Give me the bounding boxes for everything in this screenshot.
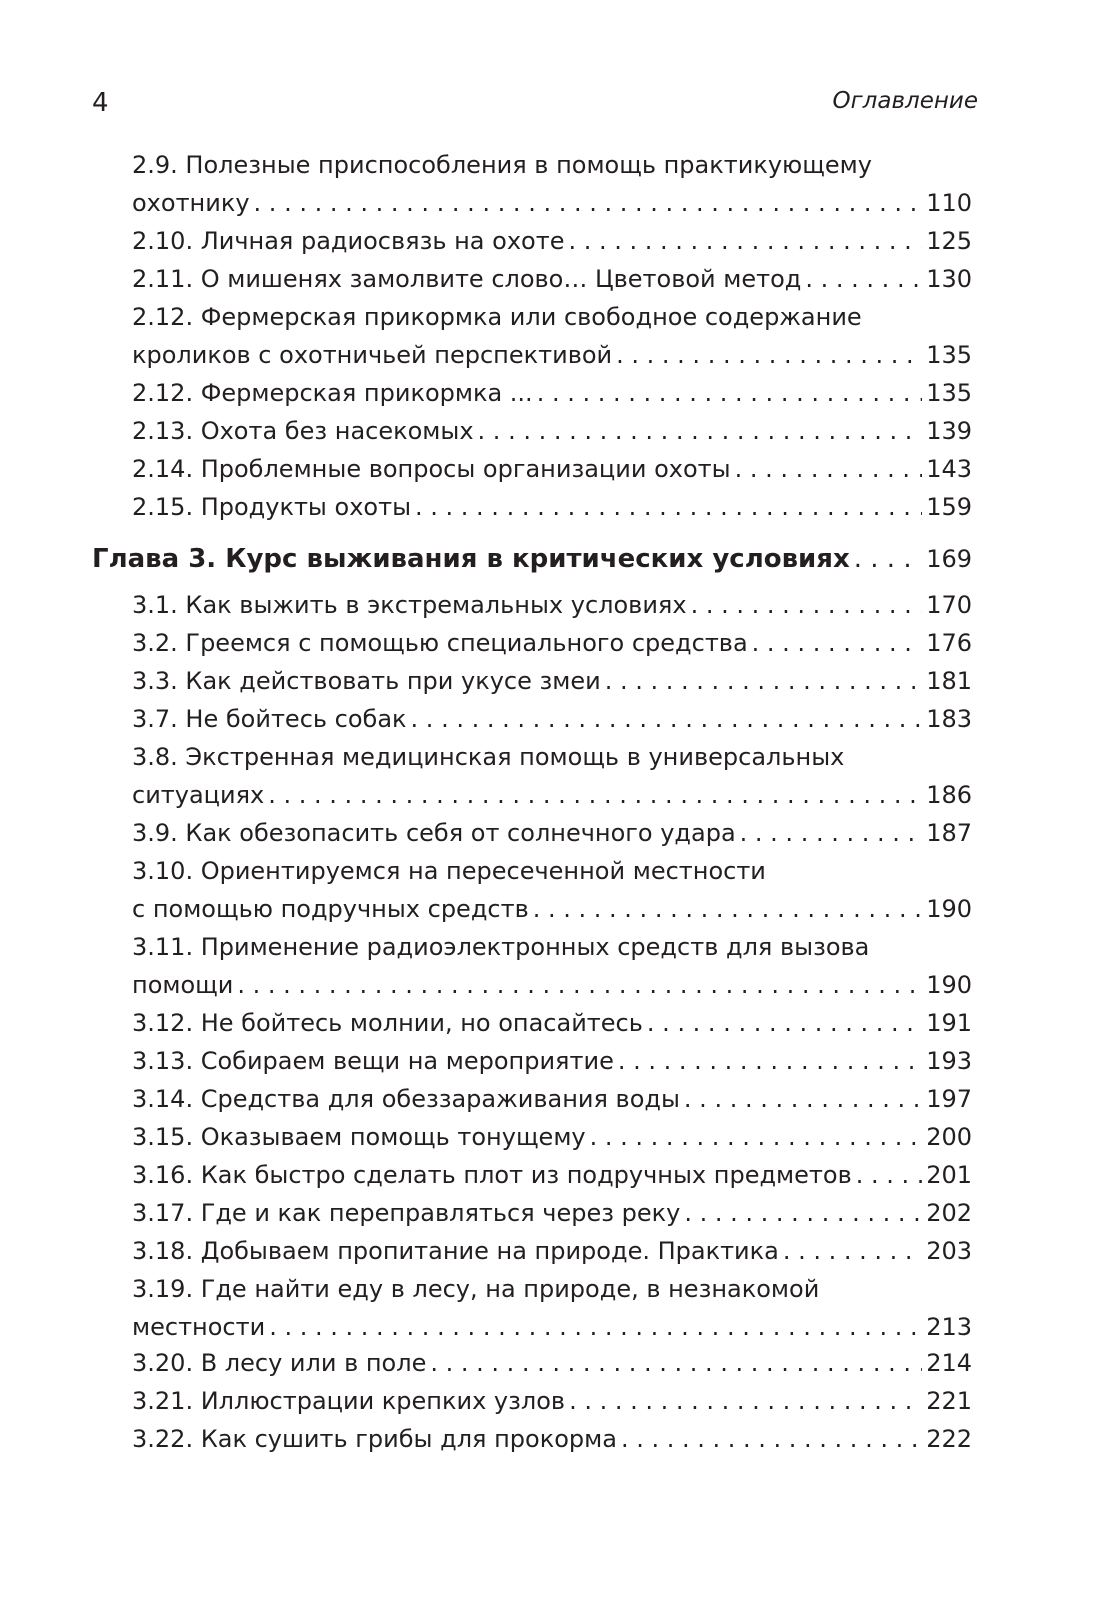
- toc-entry: [132, 1344, 972, 1382]
- dot-leader: [684, 1194, 922, 1232]
- toc-entry-page: 197: [926, 1085, 972, 1113]
- dot-leader: [735, 450, 923, 488]
- toc-entry-page: 169: [926, 545, 972, 573]
- toc-chapter-entry: [92, 540, 972, 578]
- toc-entry-last-line: [132, 374, 972, 412]
- toc-entry: [132, 1004, 972, 1042]
- toc-entry-last-line: [132, 1344, 972, 1382]
- dot-leader: [616, 336, 922, 374]
- toc-entry-title-line: 3.11. Применение радиоэлектронных средств для вызова: [132, 933, 870, 961]
- dot-leader: [478, 412, 923, 450]
- toc-entry-last-line: [132, 1118, 972, 1156]
- toc-entry-title: 3.2. Греемся с помощью специального средства: [132, 629, 748, 657]
- toc-entry-page: 193: [926, 1047, 972, 1075]
- toc-entry-last-line: [132, 1382, 972, 1420]
- dot-leader: [533, 890, 922, 928]
- toc-entry-last-line: [132, 1042, 972, 1080]
- dot-leader: [237, 966, 922, 1004]
- toc-entry-title: 3.17. Где и как переправляться через реку: [132, 1199, 681, 1227]
- toc-entry-title: 3.22. Как сушить грибы для прокорма: [132, 1425, 617, 1453]
- toc-entry-page: 191: [926, 1009, 972, 1037]
- toc-entry-page: 213: [926, 1313, 972, 1341]
- toc-entry-page: 143: [926, 455, 972, 483]
- dot-leader: [783, 1232, 922, 1270]
- toc-entry-page: 181: [926, 667, 972, 695]
- toc-entry: [132, 624, 972, 662]
- toc-entry: [132, 260, 972, 298]
- toc-entry: [132, 222, 972, 260]
- toc-entry: [132, 1118, 972, 1156]
- dot-leader: [537, 374, 923, 412]
- toc-entry: [132, 1420, 972, 1458]
- toc-entry: [132, 1232, 972, 1270]
- toc-entry-page: 201: [926, 1161, 972, 1189]
- toc-entry-last-line: [132, 966, 972, 1004]
- toc-entry-last-line: [132, 222, 972, 260]
- toc-entry-last-line: [132, 776, 972, 814]
- dot-leader: [621, 1420, 922, 1458]
- toc-entry: [132, 412, 972, 450]
- toc-entry-title: 3.18. Добываем пропитание на природе. Практика: [132, 1237, 779, 1265]
- dot-leader: [740, 814, 923, 852]
- dot-leader: [647, 1004, 922, 1042]
- toc-entry-title: 3.21. Иллюстрации крепких узлов: [132, 1387, 566, 1415]
- toc-entry-title: Глава 3. Курс выживания в критических условиях: [92, 544, 850, 574]
- toc-entry-page: 221: [926, 1387, 972, 1415]
- toc-entry-last-line: [92, 540, 972, 578]
- dot-leader: [411, 700, 923, 738]
- running-head: Оглавление: [832, 88, 978, 114]
- toc-entry-page: 139: [926, 417, 972, 445]
- dot-leader: [605, 662, 922, 700]
- toc-entry-last-line: [132, 1080, 972, 1118]
- toc-entry: [132, 1194, 972, 1232]
- toc-entry-title: кроликов с охотничьей перспективой: [132, 341, 613, 369]
- toc-entry-page: 125: [926, 227, 972, 255]
- dot-leader: [269, 1308, 922, 1346]
- toc-entry-title: 2.12. Фермерская прикормка ...: [132, 379, 533, 407]
- toc-entry: [132, 1382, 972, 1420]
- toc-entry: [132, 814, 972, 852]
- toc-entry-title: 3.15. Оказываем помощь тонущему: [132, 1123, 586, 1151]
- dot-leader: [856, 1156, 922, 1194]
- toc-entry-last-line: [132, 488, 972, 526]
- dot-leader: [254, 184, 923, 222]
- toc-entry: [132, 374, 972, 412]
- toc-entry-title: 2.15. Продукты охоты: [132, 493, 412, 521]
- toc-entry-page: 187: [926, 819, 972, 847]
- toc-entry-title: охотнику: [132, 189, 250, 217]
- toc-entry-title: 3.12. Не бойтесь молнии, но опасайтесь: [132, 1009, 643, 1037]
- toc-entry: [132, 586, 972, 624]
- toc-entry: [132, 738, 972, 814]
- toc-entry: [132, 146, 972, 222]
- toc-entry-last-line: [132, 1004, 972, 1042]
- toc-entry: [132, 298, 972, 374]
- toc-entry-page: 135: [926, 341, 972, 369]
- toc-entry-title: с помощью подручных средств: [132, 895, 529, 923]
- toc-entry: [132, 700, 972, 738]
- toc-entry-title: 3.16. Как быстро сделать плот из подручных предметов: [132, 1161, 852, 1189]
- dot-leader: [752, 624, 923, 662]
- toc-entry-last-line: [132, 336, 972, 374]
- toc-entry-title: 3.14. Средства для обеззараживания воды: [132, 1085, 680, 1113]
- toc-entry-last-line: [132, 450, 972, 488]
- dot-leader: [415, 488, 922, 526]
- toc-entry-last-line: [132, 1194, 972, 1232]
- toc-entry: [132, 1270, 972, 1346]
- dot-leader: [568, 222, 922, 260]
- toc-entry: [132, 852, 972, 928]
- toc-entry: [132, 488, 972, 526]
- dot-leader: [854, 540, 922, 578]
- toc-entry: [132, 1156, 972, 1194]
- page-number: 4: [92, 88, 109, 118]
- toc-entry-page: 222: [926, 1425, 972, 1453]
- toc-entry-last-line: [132, 260, 972, 298]
- dot-leader: [805, 260, 922, 298]
- dot-leader: [590, 1118, 923, 1156]
- dot-leader: [430, 1344, 922, 1382]
- toc-entry-title: ситуациях: [132, 781, 265, 809]
- toc-entry-page: 159: [926, 493, 972, 521]
- toc-entry-page: 183: [926, 705, 972, 733]
- toc-entry-title: 2.14. Проблемные вопросы организации охоты: [132, 455, 731, 483]
- toc-entry-last-line: [132, 624, 972, 662]
- toc-entry-last-line: [132, 814, 972, 852]
- toc-entry-page: 190: [926, 971, 972, 999]
- toc-entry-last-line: [132, 184, 972, 222]
- toc-entry-title: 2.10. Личная радиосвязь на охоте: [132, 227, 565, 255]
- toc-entry-page: 186: [926, 781, 972, 809]
- dot-leader: [691, 586, 923, 624]
- toc-entry-last-line: [132, 586, 972, 624]
- toc-entry-last-line: [132, 1308, 972, 1346]
- toc-entry: [132, 928, 972, 1004]
- toc-entry-last-line: [132, 890, 972, 928]
- toc-entry-title: 2.11. О мишенях замолвите слово… Цветовой метод: [132, 265, 802, 293]
- toc-entry-title-line: 3.8. Экстренная медицинская помощь в универсальных: [132, 743, 845, 771]
- toc-entry-title: 2.13. Охота без насекомых: [132, 417, 474, 445]
- toc-entry-last-line: [132, 412, 972, 450]
- toc-entry-title: местности: [132, 1313, 266, 1341]
- toc-entry-page: 190: [926, 895, 972, 923]
- toc-entry-page: 203: [926, 1237, 972, 1265]
- toc-entry-title-line: 3.10. Ориентируемся на пересеченной местности: [132, 857, 766, 885]
- toc-entry-title: 3.13. Собираем вещи на мероприятие: [132, 1047, 614, 1075]
- toc-entry-last-line: [132, 1156, 972, 1194]
- dot-leader: [268, 776, 922, 814]
- toc-entry-title: 3.1. Как выжить в экстремальных условиях: [132, 591, 687, 619]
- toc-entry-page: 130: [926, 265, 972, 293]
- toc-entry-title-line: 3.19. Где найти еду в лесу, на природе, в незнакомой: [132, 1275, 820, 1303]
- dot-leader: [618, 1042, 922, 1080]
- toc-entry: [132, 450, 972, 488]
- toc-entry-page: 176: [926, 629, 972, 657]
- toc-entry: [132, 1080, 972, 1118]
- toc-entry-last-line: [132, 1232, 972, 1270]
- dot-leader: [684, 1080, 922, 1118]
- toc-entry-title: 3.9. Как обезопасить себя от солнечного удара: [132, 819, 736, 847]
- toc-entry: [132, 662, 972, 700]
- toc-entry-page: 214: [926, 1349, 972, 1377]
- toc-entry-page: 110: [926, 189, 972, 217]
- dot-leader: [569, 1382, 922, 1420]
- toc-entry-title: помощи: [132, 971, 234, 999]
- toc-entry-last-line: [132, 1420, 972, 1458]
- toc-entry-title: 3.20. В лесу или в поле: [132, 1349, 427, 1377]
- toc-entry-title-line: 2.9. Полезные приспособления в помощь практикующему: [132, 151, 872, 179]
- toc-entry: [132, 1042, 972, 1080]
- toc-entry-page: 202: [926, 1199, 972, 1227]
- toc-entry-last-line: [132, 662, 972, 700]
- toc-entry-title-line: 2.12. Фермерская прикормка или свободное содержание: [132, 303, 862, 331]
- toc-entry-title: 3.7. Не бойтесь собак: [132, 705, 407, 733]
- toc-entry-title: 3.3. Как действовать при укусе змеи: [132, 667, 601, 695]
- toc-entry-page: 170: [926, 591, 972, 619]
- toc-entry-page: 135: [926, 379, 972, 407]
- toc-entry-page: 200: [926, 1123, 972, 1151]
- toc-entry-last-line: [132, 700, 972, 738]
